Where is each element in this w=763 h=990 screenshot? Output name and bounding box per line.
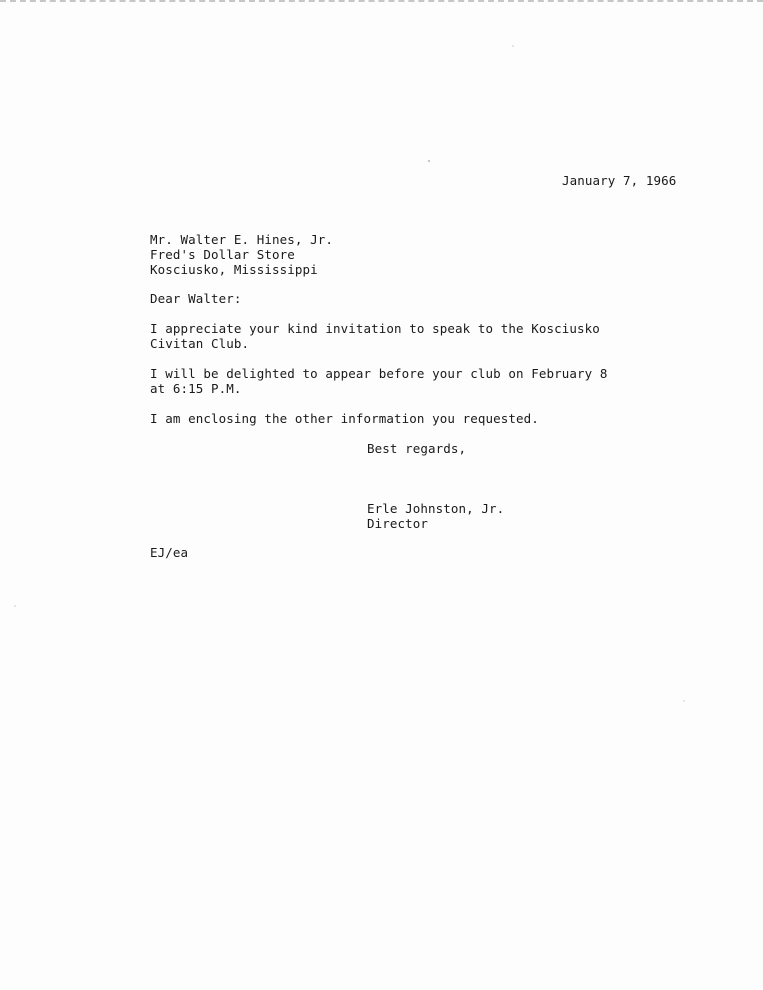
paper-speck [683,700,685,702]
letter-date: January 7, 1966 [562,173,677,188]
page-top-edge [0,0,763,8]
paragraph-1-line-2: Civitan Club. [150,336,250,351]
signer-title: Director [367,516,429,531]
paragraph-2-line-2: at 6:15 P.M. [150,381,242,396]
paper-speck [428,160,430,162]
paragraph-3-line-1: I am enclosing the other information you requested. [150,411,539,426]
recipient-name: Mr. Walter E. Hines, Jr. [150,232,334,247]
paragraph-1-line-1: I appreciate your kind invitation to speak to the Kosciusko [150,321,600,336]
paper-speck [14,605,16,607]
paragraph-2-line-1: I will be delighted to appear before your club on February 8 [150,366,608,381]
reference-initials: EJ/ea [150,545,189,560]
paper-speck [512,45,514,47]
salutation: Dear Walter: [150,291,242,306]
signer-name: Erle Johnston, Jr. [367,501,505,516]
recipient-company: Fred's Dollar Store [150,247,295,262]
closing: Best regards, [367,441,467,456]
recipient-city: Kosciusko, Mississippi [150,262,318,277]
